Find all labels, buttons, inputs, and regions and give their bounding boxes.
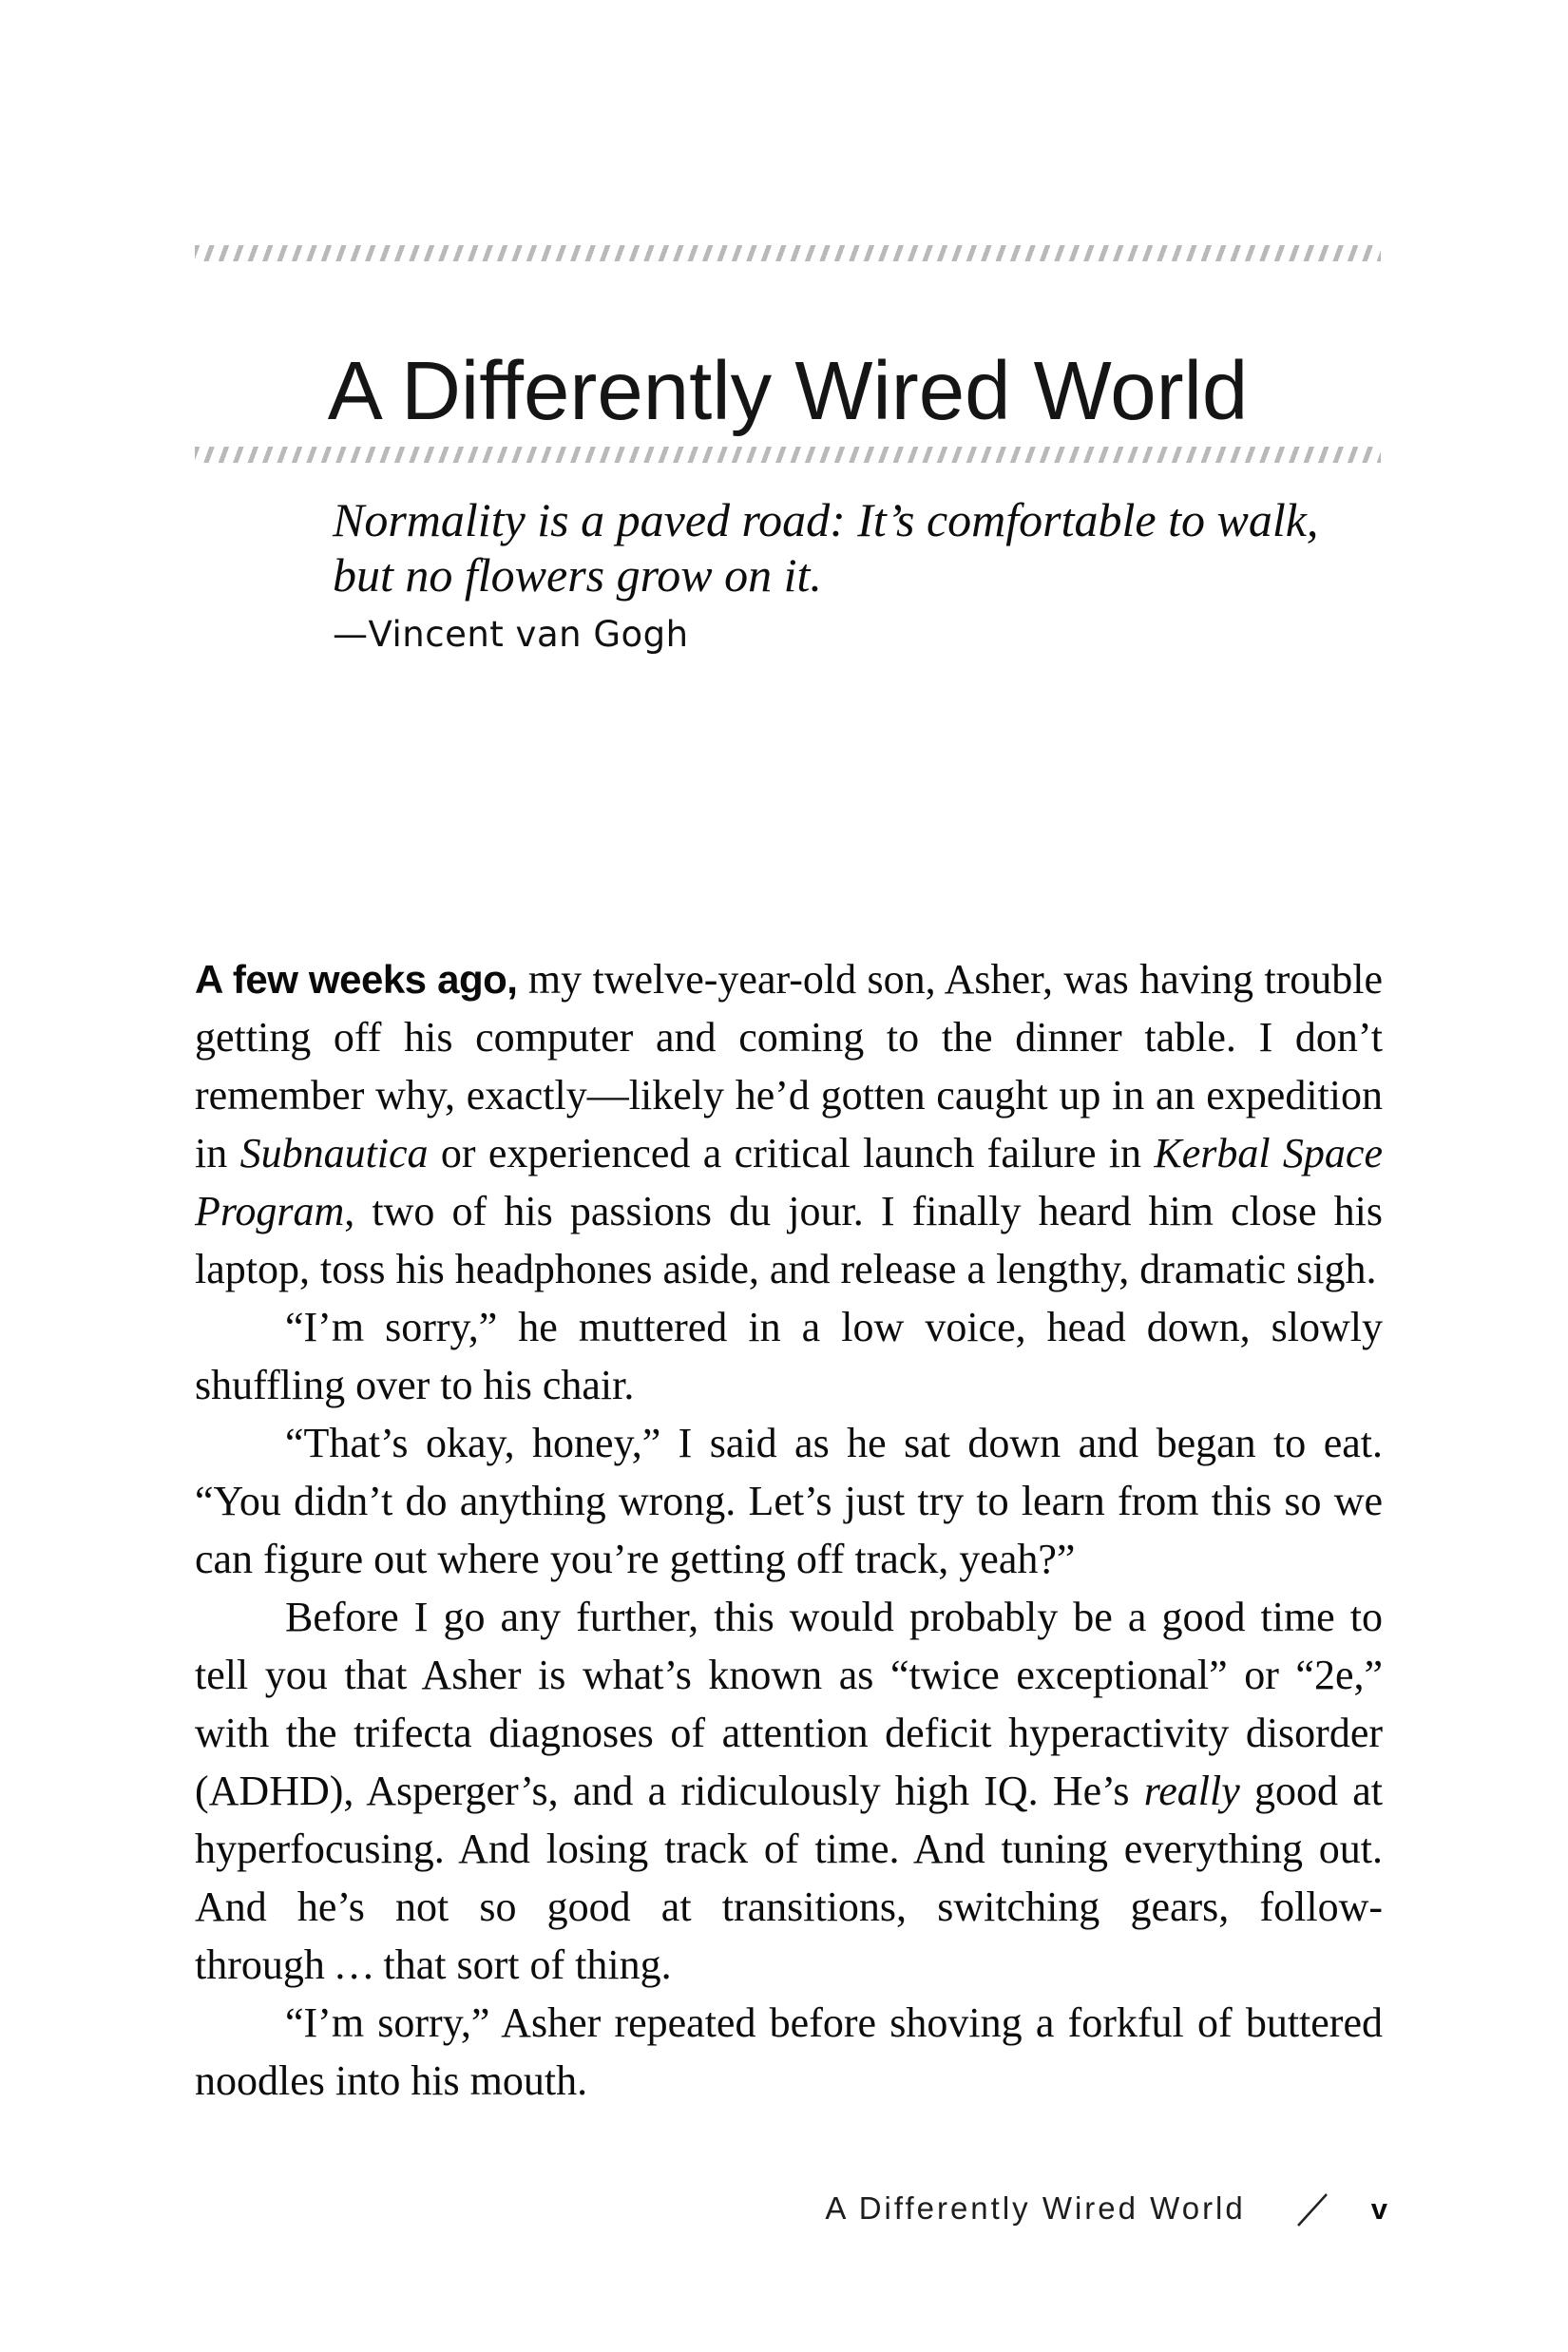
body-run: “I’m sorry,” he muttered in a low voice, head down, slowly shuffling over to his chair.: [195, 1304, 1383, 1408]
body-run: really: [1143, 1768, 1240, 1814]
page-footer: [825, 2190, 1387, 2228]
paragraph: [195, 1588, 1383, 1994]
body-paragraphs: [195, 950, 1383, 2110]
body-run: Kerbal Space Program: [195, 1130, 1383, 1234]
epigraph-attribution: —Vincent van Gogh: [333, 614, 689, 655]
paragraph: [195, 1414, 1383, 1588]
hatched-rule-top: [195, 245, 1381, 261]
body-run: “I’m sorry,” Asher repeated before shoving a forkful of buttered noodles into his mouth.: [195, 1999, 1383, 2104]
body-run: “That’s okay, honey,” I said as he sat down and began to eat. “You didn’t do anything wrong. Let’s just try to learn from this so we can figure out where you’re getting off track, yeah?”: [195, 1420, 1383, 1582]
footer-page-number: v: [1370, 2192, 1387, 2226]
slash-divider-icon: [1246, 2190, 1371, 2233]
body-run: my twelve-year-old son, Asher, was having trouble getting off his computer and coming to the dinner table. I don’t remember why, exactly—likely he’d gotten caught up in an expedition in: [195, 956, 1383, 1176]
body-run: Before I go any further, this would probably be a good time to tell you that Asher is what’s known as “twice exceptional” or “2e,” with the trifecta diagnoses of attention deficit hyperactivity disorder (ADHD), Asperger’s, and a ridiculously high IQ. He’s: [195, 1594, 1383, 1814]
body-run: good at hyperfocusing. And losing track of time. And tuning everything out. And he’s not so good at transitions, switching gears, follow-through … that sort of thing.: [195, 1768, 1383, 1988]
epigraph: [333, 492, 1435, 656]
body-run: or experienced a critical launch failure in: [428, 1130, 1155, 1176]
lead-in-text: A few weeks ago,: [195, 957, 518, 1002]
footer-running-title: A Differently Wired World: [825, 2190, 1246, 2226]
epigraph-line-2: but no flowers grow on it.: [333, 548, 822, 602]
body-run: Subnautica: [239, 1130, 429, 1176]
epigraph-line-1: Normality is a paved road: It’s comfortable to walk,: [333, 493, 1319, 546]
chapter-title: A Differently Wired World: [327, 345, 1249, 438]
body-run: , two of his passions du jour. I finally heard him close his laptop, toss his headphones aside, and release a lengthy, dramatic sigh.: [195, 1188, 1383, 1292]
paragraph: [195, 1994, 1383, 2110]
paragraph: [195, 950, 1383, 1298]
paragraph: [195, 1298, 1383, 1414]
hatched-rule-bottom: [195, 447, 1381, 463]
